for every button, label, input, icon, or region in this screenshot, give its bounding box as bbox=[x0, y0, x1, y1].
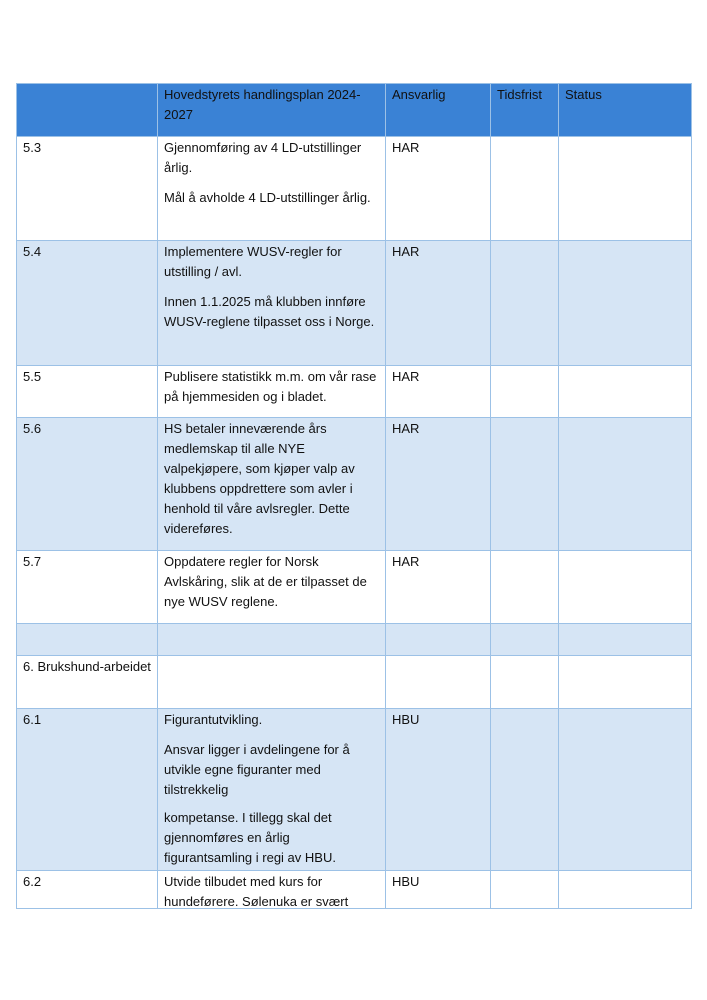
table-row bbox=[17, 418, 692, 551]
row-status bbox=[559, 551, 692, 624]
row-description bbox=[158, 241, 386, 366]
table-row bbox=[17, 137, 692, 241]
description-paragraph: Implementere WUSV-regler for utstilling / avl. bbox=[164, 244, 342, 279]
description-paragraph: kompetanse. I tillegg skal det gjennomføres en årlig figurantsamling i regi av HBU. bbox=[164, 810, 336, 865]
row-status bbox=[559, 366, 692, 418]
empty-cell bbox=[386, 656, 491, 709]
header-deadline: Tidsfrist bbox=[491, 84, 559, 137]
row-deadline bbox=[491, 551, 559, 624]
row-deadline bbox=[491, 137, 559, 241]
empty-cell bbox=[158, 624, 386, 656]
row-number: 6.1 bbox=[17, 709, 158, 871]
row-responsible: HAR bbox=[386, 366, 491, 418]
row-status bbox=[559, 241, 692, 366]
row-description bbox=[158, 551, 386, 624]
table-header-row bbox=[17, 84, 692, 137]
header-status: Status bbox=[559, 84, 692, 137]
row-responsible: HBU bbox=[386, 871, 491, 909]
row-status bbox=[559, 137, 692, 241]
description-paragraph: Publisere statistikk m.m. om vår rase på hjemmesiden og i bladet. bbox=[164, 369, 377, 404]
description-paragraph: Innen 1.1.2025 må klubben innføre WUSV-reglene tilpasset oss i Norge. bbox=[164, 294, 375, 329]
row-deadline bbox=[491, 871, 559, 909]
row-deadline bbox=[491, 709, 559, 871]
table-row bbox=[17, 871, 692, 909]
description-paragraph: Utvide tilbudet med kurs for hundeførere. Sølenuka er svært bbox=[164, 874, 349, 906]
row-responsible: HAR bbox=[386, 418, 491, 551]
row-responsible: HBU bbox=[386, 709, 491, 871]
row-deadline bbox=[491, 418, 559, 551]
row-description bbox=[158, 366, 386, 418]
row-number: 5.3 bbox=[17, 137, 158, 241]
row-status bbox=[559, 418, 692, 551]
empty-cell bbox=[386, 624, 491, 656]
table-row bbox=[17, 366, 692, 418]
row-number: 5.7 bbox=[17, 551, 158, 624]
row-description bbox=[158, 871, 386, 909]
table-row bbox=[17, 241, 692, 366]
row-status bbox=[559, 709, 692, 871]
row-number: 5.5 bbox=[17, 366, 158, 418]
row-description bbox=[158, 709, 386, 871]
description-paragraph: Gjennomføring av 4 LD-utstillinger årlig. bbox=[164, 140, 362, 175]
row-status bbox=[559, 871, 692, 909]
row-responsible: HAR bbox=[386, 137, 491, 241]
empty-cell bbox=[491, 624, 559, 656]
description-paragraph: Oppdatere regler for Norsk Avlskåring, slik at de er tilpasset de nye WUSV reglene. bbox=[164, 554, 367, 609]
empty-cell bbox=[158, 656, 386, 709]
section-title: 6. Brukshund-arbeidet bbox=[17, 656, 158, 709]
empty-cell bbox=[17, 624, 158, 656]
empty-cell bbox=[559, 656, 692, 709]
row-description bbox=[158, 137, 386, 241]
table-row bbox=[17, 551, 692, 624]
description-paragraph: Ansvar ligger i avdelingene for å utvikle egne figuranter med tilstrekkelig bbox=[164, 742, 350, 797]
row-number: 6.2 bbox=[17, 871, 158, 909]
empty-row bbox=[17, 624, 692, 656]
empty-cell bbox=[491, 656, 559, 709]
row-number: 5.4 bbox=[17, 241, 158, 366]
description-paragraph: Mål å avholde 4 LD-utstillinger årlig. bbox=[164, 190, 371, 205]
row-description bbox=[158, 418, 386, 551]
empty-cell bbox=[559, 624, 692, 656]
section-row bbox=[17, 656, 692, 709]
row-deadline bbox=[491, 366, 559, 418]
table-row bbox=[17, 709, 692, 871]
description-paragraph: Figurantutvikling. bbox=[164, 712, 263, 727]
row-responsible: HAR bbox=[386, 241, 491, 366]
row-number: 5.6 bbox=[17, 418, 158, 551]
row-responsible: HAR bbox=[386, 551, 491, 624]
header-responsible: Ansvarlig bbox=[386, 84, 491, 137]
description-paragraph: HS betaler inneværende års medlemskap til alle NYE valpekjøpere, som kjøper valp av klubbens oppdrettere som avler i henhold til våre avlsregler. Dette videreføres. bbox=[164, 421, 355, 536]
header-plan-title: Hovedstyrets handlingsplan 2024-2027 bbox=[158, 84, 386, 137]
action-plan-table bbox=[16, 83, 692, 909]
header-number bbox=[17, 84, 158, 137]
row-deadline bbox=[491, 241, 559, 366]
